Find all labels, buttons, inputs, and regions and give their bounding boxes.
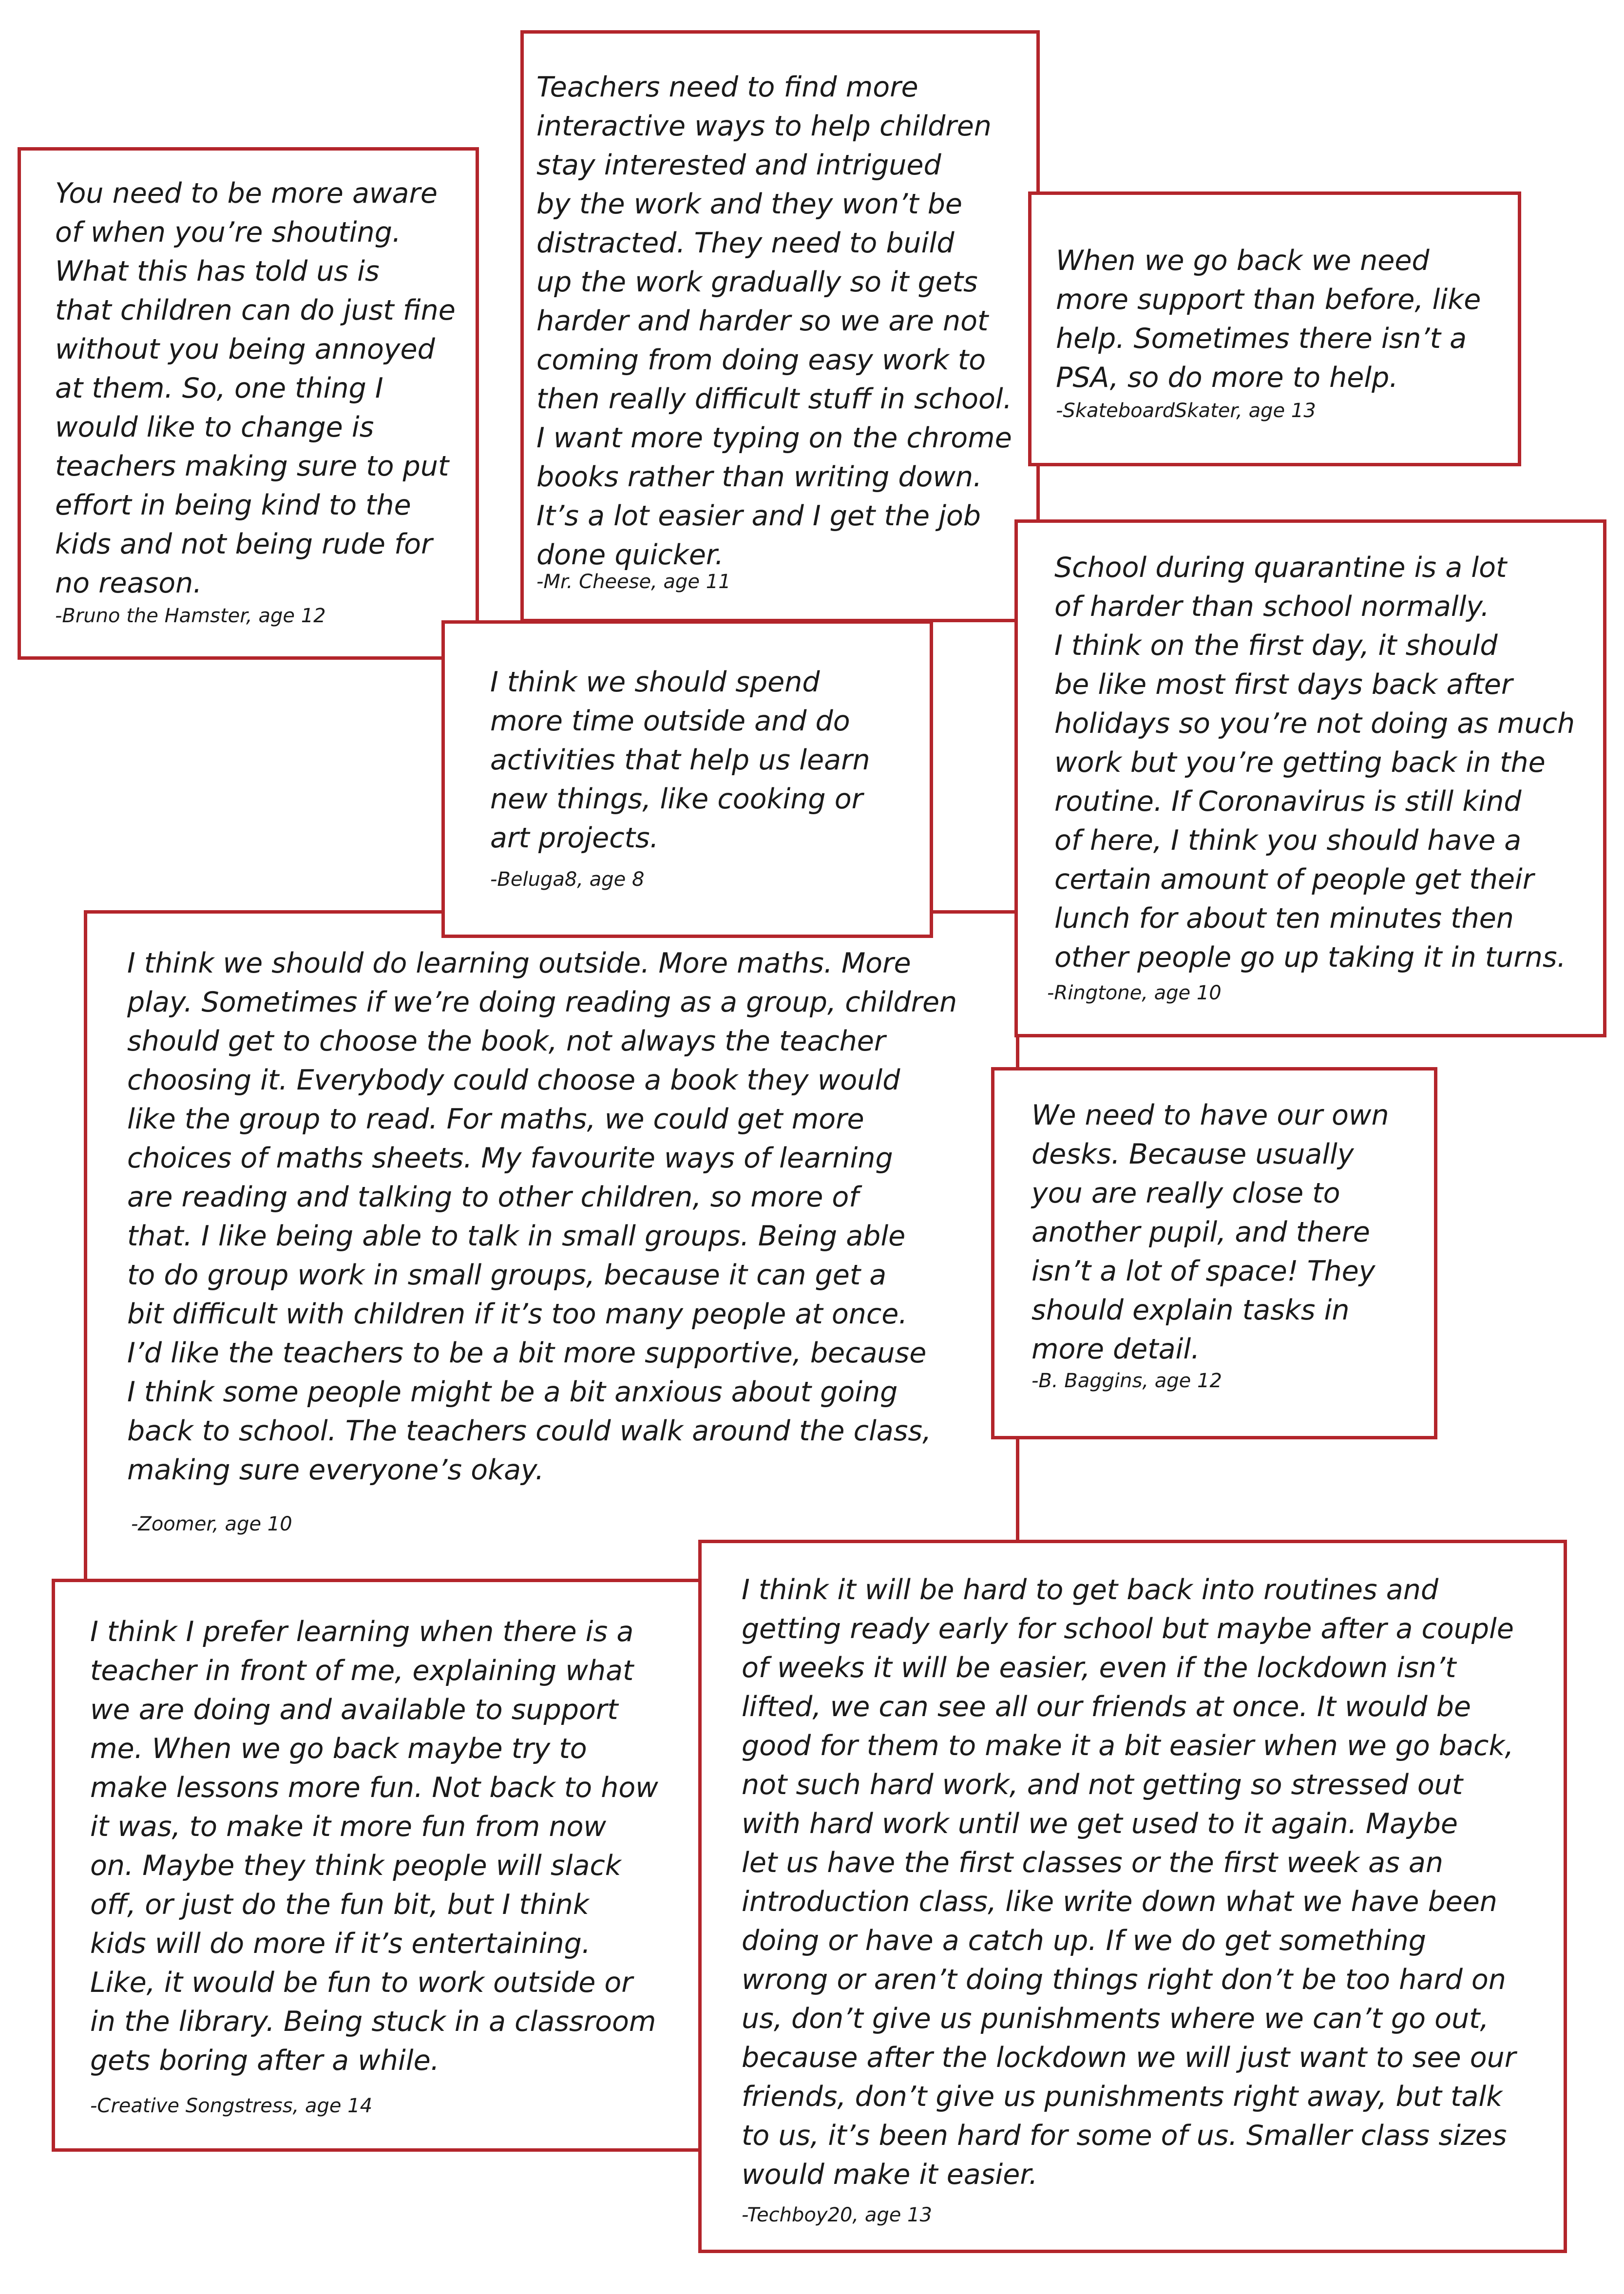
quote-text: I think we should do learning outside. More maths. More play. Sometimes if we’re doing reading as a group, children should get to choose the book, not always the teacher choosing it. Everybody could choose a book they would like the group to read. For maths, we could get more choices of maths sheets. My favourite ways of learning are reading and talking to other children, so more of that. I like being able to talk in small groups. Being able to do group work in small groups, because it can get a bit difficult with children if it’s too many people at once. I’d like the teachers to be a bit more supportive, because I think some people might be a bit anxious about going back to school. The teachers could walk around the class, making sure everyone’s okay. xyxy=(127,947,957,1486)
quote-card-beluga8 xyxy=(441,620,933,938)
quote-card-techboy20 xyxy=(698,1540,1567,2253)
quote-author: -Beluga8, age 8 xyxy=(490,868,645,891)
quote-author: -Techboy20, age 13 xyxy=(742,2204,932,2226)
quote-text: I think it will be hard to get back into routines and getting ready early for school but maybe after a couple of weeks it will be easier, even if the lockdown isn’t lifted, we can see all our friends at once. It would be good for them to make it a bit easier when we go back, not such hard work, and not getting so stressed out with hard work until we get used to it again. Maybe let us have the first classes or the first week as an introduction class, like write down what we have been doing or have a catch up. If we do get something wrong or aren’t doing things right don’t be too hard on us, don’t give us punishments where we can’t go out, because after the lockdown we will just want to see our friends, don’t give us punishments right away, but talk to us, it’s been hard for some of us. Smaller class sizes would make it easier. xyxy=(742,1574,1516,2191)
quote-text: School during quarantine is a lot of harder than school normally. I think on the first day, it should be like most first days back after holidays so you’re not doing as much work but you’re getting back in the routine. If Coronavirus is still kind of here, I think you should have a certain amount of people get their lunch for about ten minutes then other people go up taking it in turns. xyxy=(1054,552,1575,974)
quote-card-b-baggins xyxy=(991,1067,1437,1439)
quote-text: We need to have our own desks. Because usually you are really close to another pupil, and there isn’t a lot of space! They should explain tasks in more detail. xyxy=(1032,1099,1389,1365)
quote-card-creative-songstress xyxy=(52,1579,707,2152)
quote-author: -Creative Songstress, age 14 xyxy=(90,2095,373,2117)
quote-author: -SkateboardSkater, age 13 xyxy=(1056,400,1316,422)
quote-author: -Bruno the Hamster, age 12 xyxy=(55,605,326,627)
quote-author: -Mr. Cheese, age 11 xyxy=(536,571,731,593)
quote-author: -Zoomer, age 10 xyxy=(131,1513,292,1535)
quote-card-zoomer xyxy=(84,910,1019,1592)
quote-text: I think I prefer learning when there is a teacher in front of me, explaining what we are doing and available to support me. When we go back maybe try to make lessons more fun. Not back to how it was, to make it more fun from now on. Maybe they think people will slack off, or just do the fun bit, but I think kids will do more if it’s entertaining. Like, it would be fun to work outside or in the library. Being stuck in a classroom gets boring after a while. xyxy=(90,1616,658,2077)
quote-author: -Ringtone, age 10 xyxy=(1047,982,1222,1004)
quote-text: Teachers need to find more interactive ways to help children stay interested and intrigued by the work and they won’t be distracted. They need to build up the work gradually so it gets harder and harder so we are not coming from doing easy work to then really difficult stuff in school. I want more typing on the chrome books rather than writing down. It’s a lot easier and I get the job done quicker. xyxy=(536,71,1012,571)
quote-card-bruno xyxy=(18,147,479,660)
quote-card-skateboardskater xyxy=(1028,191,1521,466)
quote-card-mr-cheese xyxy=(520,30,1040,622)
quote-author: -B. Baggins, age 12 xyxy=(1032,1370,1222,1392)
quote-text: I think we should spend more time outside and do activities that help us learn new things, like cooking or art projects. xyxy=(490,666,870,854)
quote-text: You need to be more aware of when you’re shouting. What this has told us is that children can do just fine without you being annoyed at them. So, one thing I would like to change is teachers making sure to put effort in being kind to the kids and not being rude for no reason. xyxy=(55,177,456,599)
quote-card-ringtone xyxy=(1014,519,1606,1037)
quote-text: When we go back we need more support than before, like help. Sometimes there isn’t a PSA, so do more to help. xyxy=(1056,245,1481,394)
